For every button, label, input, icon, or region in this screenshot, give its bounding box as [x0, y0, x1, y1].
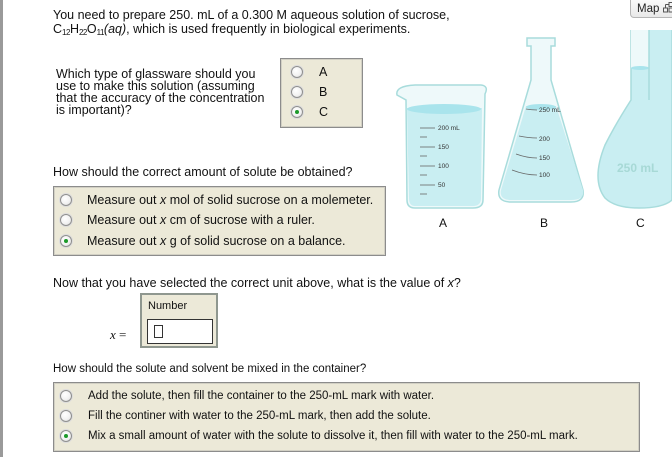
solute-option-ruler[interactable]: Measure out x cm of sucrose with a ruler.	[60, 213, 315, 227]
glassware-label-b: B	[540, 216, 549, 230]
radio-button[interactable]	[60, 214, 72, 226]
svg-text:50: 50	[438, 182, 446, 189]
glassware-option-c[interactable]: C	[291, 105, 328, 119]
glassware-option-a[interactable]: A	[291, 65, 327, 79]
intro-line-2: $C_{12}H_{22}O_{11}(aq)$, which is used frequently in biological experiments.	[53, 22, 411, 37]
radio-button[interactable]	[60, 410, 72, 422]
input-cursor-placeholder	[154, 325, 163, 338]
mixing-question: How should the solute and solvent be mixed in the container?	[53, 363, 367, 375]
number-answer-box	[140, 293, 218, 348]
x-equals-label: x =	[110, 327, 127, 342]
mixing-option-dissolve-then-fill[interactable]: Mix a small amount of water with the solute to dissolve it, then fill with water to the 250-mL mark.	[60, 430, 578, 442]
map-button-label: Map	[637, 3, 660, 15]
glassware-label-a: A	[439, 216, 448, 230]
svg-text:100: 100	[438, 163, 449, 170]
glassware-illustration	[385, 30, 672, 215]
radio-button[interactable]	[60, 390, 72, 402]
radio-button[interactable]	[291, 66, 303, 78]
intro-line-1: You need to prepare 250. mL of a 0.300 M aqueous solution of sucrose,	[53, 8, 450, 22]
mixing-option-fill-then-add[interactable]: Fill the continer with water to the 250-mL mark, then add the solute.	[60, 410, 431, 422]
map-button[interactable]	[630, 0, 672, 18]
number-input[interactable]	[147, 319, 213, 344]
radio-button-selected[interactable]	[60, 235, 72, 247]
map-icon	[663, 2, 672, 13]
glassware-label-c: C	[636, 216, 645, 230]
solute-option-molemeter[interactable]: Measure out x mol of solid sucrose on a molemeter.	[60, 193, 373, 207]
radio-button-selected[interactable]	[60, 430, 72, 442]
radio-button-selected[interactable]	[291, 106, 303, 118]
svg-text:250 mL: 250 mL	[539, 107, 561, 114]
beaker-a-icon	[397, 85, 487, 208]
volumetric-flask-c-icon	[598, 30, 672, 208]
svg-text:100: 100	[539, 172, 550, 179]
svg-text:150: 150	[438, 144, 449, 151]
number-label: Number	[148, 300, 188, 312]
glassware-question: Which type of glassware should you use to make this solution (assuming that the accuracy of the concentration is important)?	[56, 67, 265, 117]
phase-label: (aq)	[103, 22, 127, 36]
svg-text:200: 200	[539, 136, 550, 143]
radio-button[interactable]	[291, 86, 303, 98]
solute-question: How should the correct amount of solute be obtained?	[53, 165, 353, 179]
left-edge-border	[0, 0, 3, 457]
svg-text:150: 150	[539, 155, 550, 162]
glassware-choice-group	[280, 58, 363, 128]
mixing-choice-group	[53, 382, 640, 452]
svg-text:200 mL: 200 mL	[438, 125, 460, 132]
solute-option-balance[interactable]: Measure out x g of solid sucrose on a balance.	[60, 234, 346, 248]
glassware-option-b[interactable]: B	[291, 85, 327, 99]
value-question: Now that you have selected the correct unit above, what is the value of x?	[53, 276, 461, 290]
solute-choice-group	[53, 186, 386, 256]
svg-text:250 mL: 250 mL	[617, 161, 659, 175]
mixing-option-add-then-fill[interactable]: Add the solute, then fill the container to the 250-mL mark with water.	[60, 390, 434, 402]
erlenmeyer-flask-b-icon	[499, 38, 584, 202]
radio-button[interactable]	[60, 194, 72, 206]
